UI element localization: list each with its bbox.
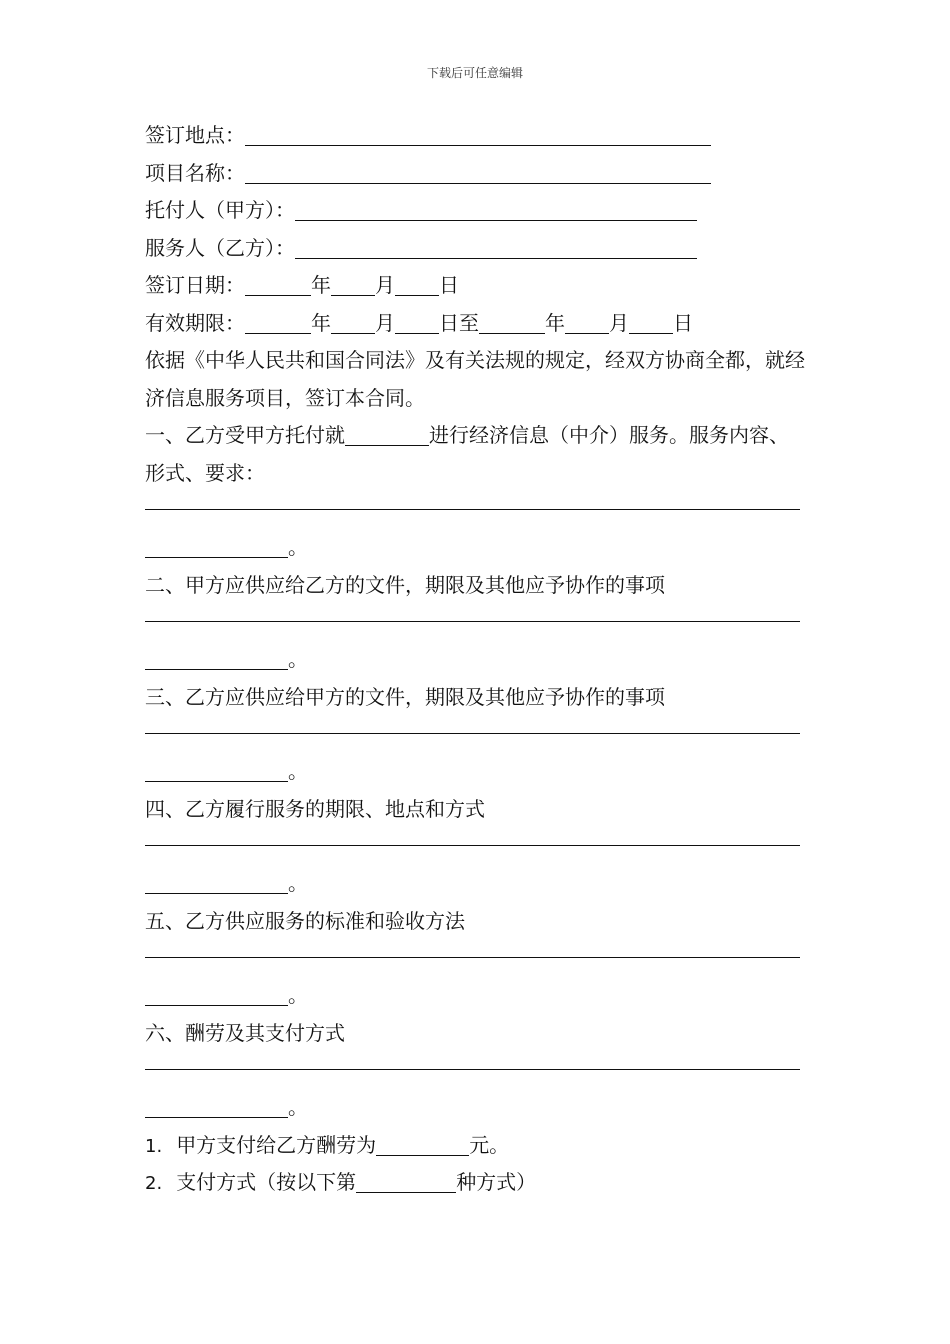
sign-place-blank[interactable] (245, 119, 711, 146)
clause-1-prefix: 一、乙方受甲方托付就 (145, 423, 345, 447)
sign-day-blank[interactable] (395, 269, 439, 296)
section-5-short-blank[interactable] (145, 979, 288, 1006)
section-2-short-blank[interactable] (145, 643, 288, 670)
section-4-title: 四、乙方履行服务的期限、地点和方式 (145, 796, 485, 821)
party-b-blank[interactable] (295, 232, 697, 259)
party-a-row (145, 192, 805, 230)
end-month-blank[interactable] (565, 307, 609, 334)
section-3-title: 三、乙方应供应给甲方的文件，期限及其他应予协作的事项 (145, 684, 665, 709)
day-to-unit: 日至 (439, 310, 479, 335)
period-mark: 。 (288, 535, 308, 559)
year-unit: 年 (545, 310, 565, 335)
payment-item-1-prefix: 甲方支付给乙方酬劳为 (176, 1132, 377, 1157)
section-4-end-row (145, 865, 805, 903)
month-unit: 月 (609, 310, 629, 335)
year-unit: 年 (311, 273, 331, 297)
end-year-blank[interactable] (479, 307, 545, 334)
period-mark: 。 (288, 983, 308, 1007)
sign-place-row (145, 117, 805, 155)
page-header-note: 下载后可任意编辑 (426, 66, 523, 80)
section-3-end-row (145, 753, 805, 791)
section-5-end-row (145, 977, 805, 1015)
section-5-title: 五、乙方供应服务的标准和验收方法 (145, 908, 465, 933)
project-name-label: 项目名称： (145, 160, 245, 185)
payment-item-2 (145, 1164, 805, 1202)
end-day-blank[interactable] (629, 307, 673, 334)
section-5-fill-line[interactable] (145, 957, 800, 958)
section-6-fill-line[interactable] (145, 1069, 800, 1070)
section-4-short-blank[interactable] (145, 867, 288, 894)
section-3-short-blank[interactable] (145, 755, 288, 782)
payment-item-2-number: 2. (145, 1173, 163, 1194)
sign-date-row (145, 267, 805, 305)
day-unit: 日 (439, 273, 459, 297)
clause-1 (145, 417, 805, 492)
section-6-end-row (145, 1089, 805, 1127)
start-month-blank[interactable] (331, 307, 375, 334)
payment-item-2-prefix: 支付方式（按以下第 (176, 1170, 357, 1194)
month-unit: 月 (375, 310, 395, 335)
party-a-label: 托付人（甲方）： (145, 198, 295, 222)
clause-1-end-row (145, 529, 805, 567)
payment-item-1-number: 1. (145, 1135, 163, 1157)
section-2-end-row (145, 641, 805, 679)
section-4-fill-line[interactable] (145, 845, 800, 846)
contract-body (145, 117, 805, 1202)
section-2-title: 二、甲方应供应给乙方的文件，期限及其他应予协作的事项 (145, 572, 665, 597)
start-day-blank[interactable] (395, 307, 439, 334)
year-unit: 年 (311, 310, 331, 335)
party-b-label: 服务人（乙方）： (145, 235, 295, 260)
sign-year-blank[interactable] (245, 269, 311, 296)
project-name-row (145, 155, 805, 193)
start-year-blank[interactable] (245, 307, 311, 334)
month-unit: 月 (375, 273, 395, 297)
period-mark: 。 (288, 759, 308, 783)
party-b-row (145, 230, 805, 268)
clause-1-fill-line[interactable] (145, 509, 800, 510)
period-mark: 。 (288, 871, 308, 895)
payment-item-1-suffix: 元。 (469, 1132, 510, 1157)
sign-place-label: 签订地点： (145, 123, 245, 147)
clause-1-blank[interactable] (345, 419, 429, 446)
valid-period-row (145, 305, 805, 343)
sign-date-label: 签订日期： (145, 273, 245, 297)
party-a-blank[interactable] (295, 194, 697, 221)
section-6-short-blank[interactable] (145, 1091, 288, 1118)
payment-item-2-suffix: 种方式） (456, 1170, 537, 1194)
payment-amount-blank[interactable] (376, 1129, 469, 1156)
project-name-blank[interactable] (245, 157, 711, 184)
clause-1-suffix: 进行经济信息（中介）服务。服务内容、形式、要求： (145, 423, 789, 485)
period-mark: 。 (288, 647, 308, 671)
section-3-fill-line[interactable] (145, 733, 800, 734)
section-6-title: 六、酬劳及其支付方式 (145, 1020, 345, 1045)
sign-month-blank[interactable] (331, 269, 375, 296)
payment-item-1 (145, 1127, 805, 1165)
section-2-fill-line[interactable] (145, 621, 800, 622)
period-mark: 。 (288, 1095, 308, 1119)
valid-period-label: 有效期限： (145, 310, 245, 335)
intro-paragraph: 依据《中华人民共和国合同法》及有关法规的规定，经双方协商全都，就经济信息服务项目，签订本合同。 (145, 348, 805, 410)
clause-1-short-blank[interactable] (145, 531, 288, 558)
day-unit: 日 (673, 310, 693, 335)
payment-method-blank[interactable] (356, 1166, 456, 1193)
